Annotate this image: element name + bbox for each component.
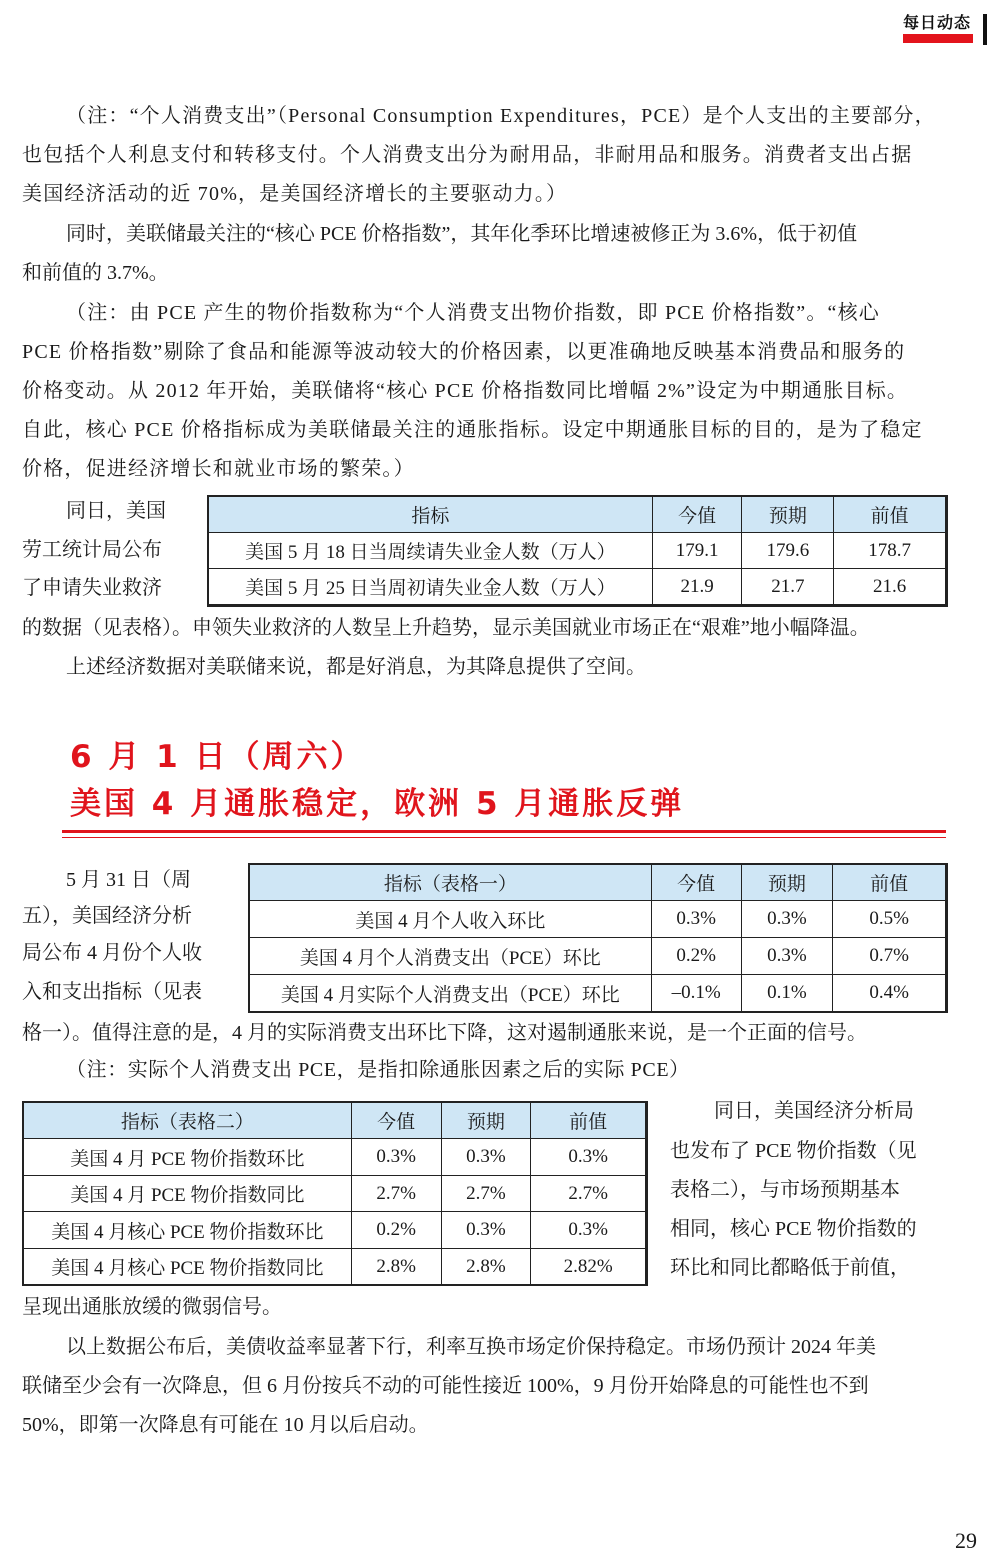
cell-actual: 0.2% [351, 1212, 441, 1249]
header-indicator: 指标（表格一） [250, 865, 652, 901]
cell-forecast: 2.7% [441, 1176, 531, 1212]
note1-line-3: 美国经济活动的近 70%，是美国经济增长的主要驱动力。） [22, 183, 568, 205]
paragraph-6-line-1: 以上数据公布后，美债收益率显著下行，利率互换市场定价保持稳定。市场仍预计 2024 年美 [66, 1336, 876, 1358]
paragraph-4-tail: 格一）。值得注意的是，4 月的实际消费支出环比下降，这对遏制通胀来说，是一个正面的信号。 [22, 1022, 867, 1044]
cell-forecast: 0.3% [741, 938, 833, 975]
cell-indicator: 美国 5 月 18 日当周续请失业金人数（万人） [209, 533, 653, 569]
table-header-row [209, 497, 946, 533]
cell-forecast: 0.3% [441, 1139, 531, 1176]
section-rule-bottom [62, 837, 946, 838]
note1-line-1: （注：“个人消费支出”（Personal Consumption Expenditures，PCE）是个人支出的主要部分， [66, 105, 936, 127]
section-rule-top [62, 830, 946, 833]
header-forecast: 预期 [441, 1103, 531, 1139]
header-previous: 前值 [834, 497, 946, 533]
cell-previous: 0.4% [833, 975, 946, 1012]
cell-actual: 0.2% [651, 938, 741, 975]
cell-previous: 0.3% [531, 1212, 646, 1249]
header-actual: 今值 [351, 1103, 441, 1139]
table-row [24, 1249, 646, 1285]
cell-previous: 0.3% [531, 1139, 646, 1176]
header-previous: 前值 [833, 865, 946, 901]
table-header-row [24, 1103, 646, 1139]
header-previous: 前值 [531, 1103, 646, 1139]
cell-previous: 2.7% [531, 1176, 646, 1212]
header-divider [983, 14, 987, 45]
note2-line-4: 自此，核心 PCE 价格指标成为美联储最关注的通胀指标。设定中期通胀目标的目的，是为了稳定 [22, 419, 923, 441]
cell-indicator: 美国 4 月核心 PCE 物价指数同比 [24, 1249, 352, 1285]
cell-actual: 179.1 [652, 533, 742, 569]
cell-previous: 21.6 [834, 569, 946, 605]
header-forecast: 预期 [741, 865, 833, 901]
paragraph-4-wrap-1: 5 月 31 日（周 [66, 869, 191, 891]
table-row [250, 975, 946, 1012]
table-two [23, 1102, 646, 1285]
paragraph-5-wrap-2: 也发布了 PCE 物价指数（见 [670, 1140, 917, 1162]
header-forecast: 预期 [742, 497, 834, 533]
paragraph-5-wrap-5: 环比和同比都略低于前值， [670, 1257, 910, 1279]
note2-line-3: 价格变动。从 2012 年开始，美联储将“核心 PCE 价格指数同比增幅 2%”设定为中期通胀目标。 [22, 380, 909, 402]
paragraph-5-wrap-1: 同日，美国经济分析局 [714, 1100, 914, 1122]
cell-actual: 2.7% [351, 1176, 441, 1212]
table-row [24, 1176, 646, 1212]
note1-line-2: 也包括个人利息支付和转移支付。个人消费支出分为耐用品，非耐用品和服务。消费者支出占据 [22, 144, 913, 166]
header-actual: 今值 [652, 497, 742, 533]
note2-line-5: 价格，促进经济增长和就业市场的繁荣。） [22, 458, 415, 480]
header-indicator: 指标 [209, 497, 653, 533]
table-row [24, 1212, 646, 1249]
cell-actual: –0.1% [651, 975, 741, 1012]
header-actual: 今值 [651, 865, 741, 901]
paragraph-2-wrap-2: 劳工统计局公布 [22, 539, 162, 561]
cell-previous: 178.7 [834, 533, 946, 569]
paragraph-2-wrap-1: 同日，美国 [66, 500, 166, 522]
cell-forecast: 0.3% [741, 901, 833, 938]
cell-forecast: 0.3% [441, 1212, 531, 1249]
cell-previous: 0.5% [833, 901, 946, 938]
cell-actual: 21.9 [652, 569, 742, 605]
cell-actual: 0.3% [351, 1139, 441, 1176]
cell-indicator: 美国 4 月 PCE 物价指数环比 [24, 1139, 352, 1176]
paragraph-4-wrap-2: 五），美国经济分析 [22, 905, 192, 927]
jobless-claims-table [208, 496, 946, 605]
paragraph-5-tail: 呈现出通胀放缓的微弱信号。 [22, 1296, 282, 1318]
table-row [24, 1139, 646, 1176]
cell-indicator: 美国 4 月个人收入环比 [250, 901, 652, 938]
paragraph-1-line-1: 同时，美联储最关注的“核心 PCE 价格指数”，其年化季环比增速被修正为 3.6%，低于初值 [66, 223, 858, 245]
cell-indicator: 美国 4 月实际个人消费支出（PCE）环比 [250, 975, 652, 1012]
cell-forecast: 2.8% [441, 1249, 531, 1285]
paragraph-3: 上述经济数据对美联储来说，都是好消息，为其降息提供了空间。 [66, 656, 646, 678]
table-row [209, 533, 946, 569]
section-headline: 美国 4 月通胀稳定，欧洲 5 月通胀反弹 [70, 786, 685, 822]
paragraph-2-wrap-3: 了申请失业救济 [22, 577, 162, 599]
cell-indicator: 美国 5 月 25 日当周初请失业金人数（万人） [209, 569, 653, 605]
cell-forecast: 0.1% [741, 975, 833, 1012]
note3: （注：实际个人消费支出 PCE，是指扣除通胀因素之后的实际 PCE） [66, 1059, 690, 1081]
table-row [250, 938, 946, 975]
paragraph-2-tail: 的数据（见表格）。申领失业救济的人数呈上升趋势，显示美国就业市场正在“艰难”地小幅降温。 [22, 617, 870, 639]
cell-forecast: 179.6 [742, 533, 834, 569]
paragraph-6-line-2: 联储至少会有一次降息，但 6 月份按兵不动的可能性接近 100%，9 月份开始降息的可能性也不到 [22, 1375, 869, 1397]
table-one [249, 864, 946, 1012]
table-row [209, 569, 946, 605]
cell-indicator: 美国 4 月 PCE 物价指数同比 [24, 1176, 352, 1212]
note2-line-2: PCE 价格指数”剔除了食品和能源等波动较大的价格因素，以更准确地反映基本消费品和服务的 [22, 341, 906, 363]
header-indicator: 指标（表格二） [24, 1103, 352, 1139]
section-label-underline [903, 34, 973, 43]
cell-indicator: 美国 4 月个人消费支出（PCE）环比 [250, 938, 652, 975]
cell-forecast: 21.7 [742, 569, 834, 605]
table-row [250, 901, 946, 938]
paragraph-1-line-2: 和前值的 3.7%。 [22, 262, 169, 284]
cell-actual: 0.3% [651, 901, 741, 938]
cell-actual: 2.8% [351, 1249, 441, 1285]
section-date: 6 月 1 日（周六） [70, 739, 365, 775]
paragraph-4-wrap-3: 局公布 4 月份个人收 [22, 942, 202, 964]
note2-line-1: （注：由 PCE 产生的物价指数称为“个人消费支出物价指数，即 PCE 价格指数”。“核心 [66, 302, 880, 324]
cell-indicator: 美国 4 月核心 PCE 物价指数环比 [24, 1212, 352, 1249]
page-number: 29 [955, 1528, 977, 1553]
section-label: 每日动态 [903, 13, 972, 32]
cell-previous: 2.82% [531, 1249, 646, 1285]
cell-previous: 0.7% [833, 938, 946, 975]
paragraph-4-wrap-4: 入和支出指标（见表 [22, 981, 202, 1003]
paragraph-5-wrap-4: 相同，核心 PCE 物价指数的 [670, 1218, 917, 1240]
paragraph-6-line-3: 50%，即第一次降息有可能在 10 月以后启动。 [22, 1414, 429, 1436]
paragraph-5-wrap-3: 表格二），与市场预期基本 [670, 1179, 900, 1201]
table-header-row [250, 865, 946, 901]
